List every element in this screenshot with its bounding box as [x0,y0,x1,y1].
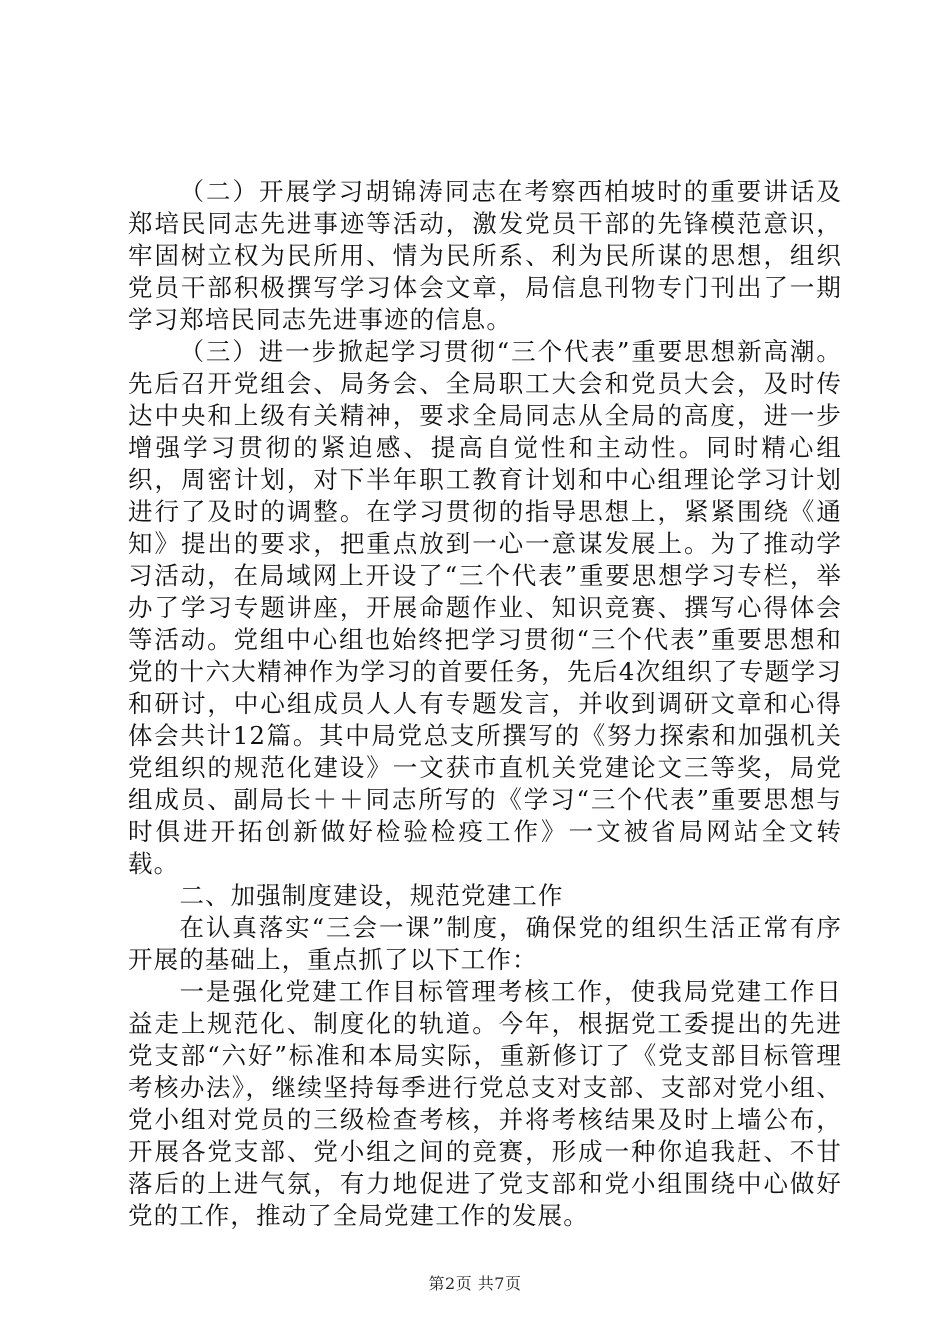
document-body [128,176,842,1232]
section-heading-system-building: 二、加强制度建设，规范党建工作 [179,881,564,910]
paragraph-three-meetings: 在认真落实“三会一课”制度，确保党的组织生活正常有序开展的基础上，重点抓了以下工作： [128,913,842,974]
paragraph-three-represents: （三）进一步掀起学习贯彻“三个代表”重要思想新高潮。先后召开党组会、局务会、全局职工大会和党员大会，及时传达中央和上级有关精神，要求全局同志从全局的高度，进一步增强学习贯彻的紧迫感、提高自觉性和主动性。同时精心组织，周密计划，对下半年职工教育计划和中心组理论学习计划进行了及时的调整。在学习贯彻的指导思想上，紧紧围绕《通知》提出的要求，把重点放到一心一意谋发展上。为了推动学习活动，在局域网上开设了“三个代表”重要思想学习专栏，举办了学习专题讲座，开展命题作业、知识竞赛、撰写心得体会等活动。党组中心组也始终把学习贯彻“三个代表”重要思想和党的十六大精神作为学习的首要任务，先后4次组织了专题学习和研讨，中心组成员人人有专题发言，并收到调研文章和心得体会共计12篇。其中局党总支所撰写的《努力探索和加强机关党组织的规范化建设》一文获市直机关党建论文三等奖，局党组成员、副局长＋＋同志所写的《学习“三个代表”重要思想与时俱进开拓创新做好检验检疫工作》一文被省局网站全文转载。 [128,337,842,878]
paragraph-study-activities: （二）开展学习胡锦涛同志在考察西柏坡时的重要讲话及郑培民同志先进事迹等活动，激发党员干部的先锋模范意识，牢固树立权为民所用、情为民所系、利为民所谋的思想，组织党员干部积极撰写学习体会文章，局信息刊物专门刊出了一期学习郑培民同志先进事迹的信息。 [128,177,842,334]
page-number-footer: 第2页 共7页 [428,1274,522,1293]
paragraph-target-management: 一是强化党建工作目标管理考核工作，使我局党建工作日益走上规范化、制度化的轨道。今年，根据党工委提出的先进党支部“六好”标准和本局实际，重新修订了《党支部目标管理考核办法》，继续坚持每季进行党总支对支部、支部对党小组、党小组对党员的三级检查考核，并将考核结果及时上墙公布，开展各党支部、党小组之间的竞赛，形成一种你追我赶、不甘落后的上进气氛，有力地促进了党支部和党小组围绕中心做好党的工作，推动了全局党建工作的发展。 [128,977,842,1230]
